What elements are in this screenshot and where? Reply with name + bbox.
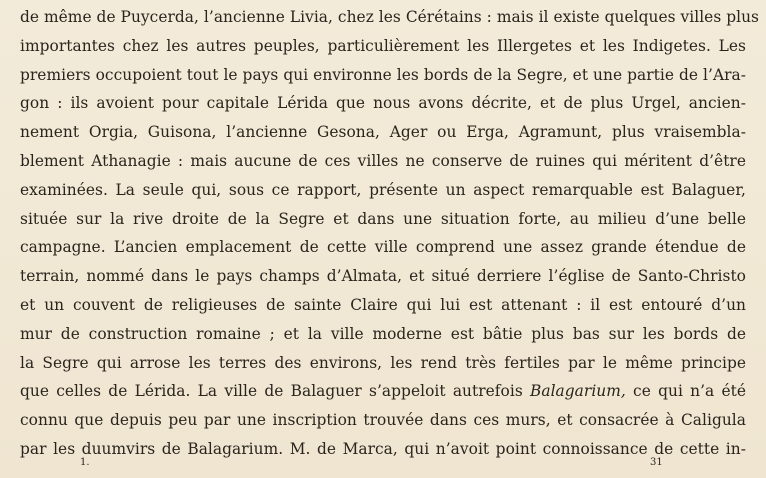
- text-line-5: nement Orgia, Guisona, l’ancienne Gesona, Ager ou Erga, Agramunt, plus vraisembla-: [20, 123, 746, 142]
- italic-balagarium: Balagarium,: [530, 382, 626, 401]
- text-line-9: campagne. L’ancien emplacement de cette ville comprend une assez grande étendue de: [20, 238, 746, 257]
- page-footer: [0, 455, 766, 475]
- text-line-8: située sur la rive droite de la Segre et dans une situation forte, au milieu d’une belle: [20, 209, 746, 228]
- text-line-14-after: ce qui n’a été: [625, 382, 746, 401]
- text-line-14-before: que celles de Lérida. La ville de Balaguer s’appeloit autrefois: [20, 382, 530, 401]
- text-line-10: terrain, nommé dans le pays champs d’Almata, et situé derriere l’église de Santo-Christo: [20, 267, 746, 286]
- text-line-15: connu que depuis peu par une inscription trouvée dans ces murs, et consacrée à Caligula: [20, 411, 746, 430]
- text-line-13: la Segre qui arrose les terres des environs, les rend très fertiles par le même principe: [20, 353, 746, 372]
- text-line-11: et un couvent de religieuses de sainte Claire qui lui est attenant : il est entouré d’un: [20, 295, 746, 314]
- text-line-6: blement Athanagie : mais aucune de ces villes ne conserve de ruines qui méritent d’être: [20, 151, 746, 170]
- body-text: [20, 3, 759, 464]
- text-line-2: importantes chez les autres peuples, particulièrement les Illergetes et les Indigetes. Les: [20, 36, 746, 55]
- text-line-4: gon : ils avoient pour capitale Lérida que nous avons décrite, et de plus Urgel, ancien-: [20, 94, 746, 113]
- text-line-12: mur de construction romaine ; et la ville moderne est bâtie plus bas sur les bords de: [20, 324, 746, 343]
- text-line-14: [20, 377, 746, 406]
- signature-mark: 1.: [80, 457, 90, 468]
- text-line-7: examinées. La seule qui, sous ce rapport, présente un aspect remarquable est Balaguer,: [20, 180, 746, 199]
- text-line-3: premiers occupoient tout le pays qui environne les bords de la Segre, et une partie de l’Ara-: [20, 65, 746, 84]
- page-number: 31: [650, 457, 663, 468]
- text-line-16: par les duumvirs de Balagarium. M. de Marca, qui n’avoit point connoissance de cette in-: [20, 439, 746, 458]
- text-line-1: de même de Puycerda, l’ancienne Livia, chez les Cérétains : mais il existe quelques villes plus: [20, 8, 759, 26]
